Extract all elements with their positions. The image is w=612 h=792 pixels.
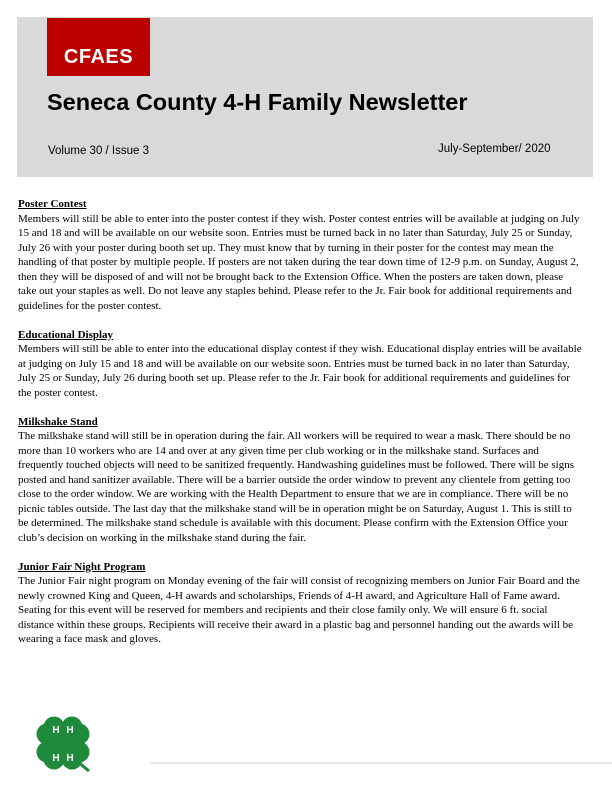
- newsletter-content: [18, 197, 584, 661]
- cfaes-logo: CFAES: [47, 18, 150, 76]
- section-body: The Junior Fair night program on Monday evening of the fair will consist of recognizing members on Junior Fair Board and the newly crowned King and Queen, 4-H awards and scholarships, Friends of 4-H award, and Agriculture Hall of Fame award. Seating for this event will be reserved for members and recipients and their close family only. We will ensure 6 ft. social distance within these groups. Recipients will receive their award in a plastic bag and personnel handing out the awards will be wearing a face mask and gloves.: [18, 575, 580, 645]
- 4-h-clover-icon: [33, 713, 93, 773]
- issue-date: July-September/ 2020: [438, 143, 551, 155]
- newsletter-title: Seneca County 4-H Family Newsletter: [47, 89, 468, 115]
- section-body: The milkshake stand will still be in operation during the fair. All workers will be required to wear a mask. There should be no more than 10 workers who are 14 and over at any given time per club working or in the milkshake stand. Surfaces and frequently touched objects will need to be sanitized frequently. Handwashing guidelines must be followed. There will be signs posted and hand sanitizer available. There will be a barrier outside the order window to prevent any clientele from getting too close to the order window. We are working with the Health Department to ensure that we are in compliance. There will be no picnic tables outside. The last day that the milkshake stand will be in operation might be on Saturday, August 1. This is still to be determined. The milkshake stand schedule is available with this document. Please confirm with the Extension Office your club’s decision on working in the milkshake stand during the fair.: [18, 430, 574, 544]
- section-body: Members will still be able to enter into the poster contest if they wish. Poster contest entries will be available at judging on July 15 and 18 and will be available on our website soon. Entries must be turned back in no later than Saturday, July 25 or Sunday, July 26 with your poster during booth set up. They must know that by turning in their poster for the contest may mean the handling of that poster by multiple people. If posters are not taken during the tear down time of 12-9 p.m. on Sunday, August 2, then they will be disposed of and will not be brought back to the Extension Office. When the posters are taken down, please take out your staples as well. Do not leave any staples behind. Please refer to the Jr. Fair book for additional requirements and guidelines for the poster contest.: [18, 212, 580, 312]
- section-heading: Poster Contest: [18, 198, 87, 210]
- section-poster-contest: [18, 197, 584, 313]
- svg-text:H: H: [66, 753, 74, 764]
- svg-text:H: H: [66, 725, 74, 736]
- section-educational-display: [18, 328, 584, 401]
- section-heading: Junior Fair Night Program: [18, 560, 146, 573]
- section-milkshake-stand: [18, 415, 584, 546]
- volume-issue: Volume 30 / Issue 3: [48, 145, 150, 157]
- section-heading: Educational Display: [18, 328, 114, 341]
- svg-text:H: H: [52, 753, 60, 764]
- section-heading: Milkshake Stand: [18, 415, 98, 428]
- footer-rule: [150, 762, 612, 764]
- svg-text:H: H: [52, 725, 60, 736]
- section-junior-fair-night-program: [18, 560, 584, 647]
- section-body: Members will still be able to enter into the educational display contest if they wish. Educational display entries will be available at judging on July 15 and 18 and will be available on our website soon. Entries must be turned back in no later than Saturday, July 25 or Sunday, July 26 during booth set up. Please refer to the Jr. Fair book for additional requirements and guidelines for the poster contest.: [18, 343, 582, 399]
